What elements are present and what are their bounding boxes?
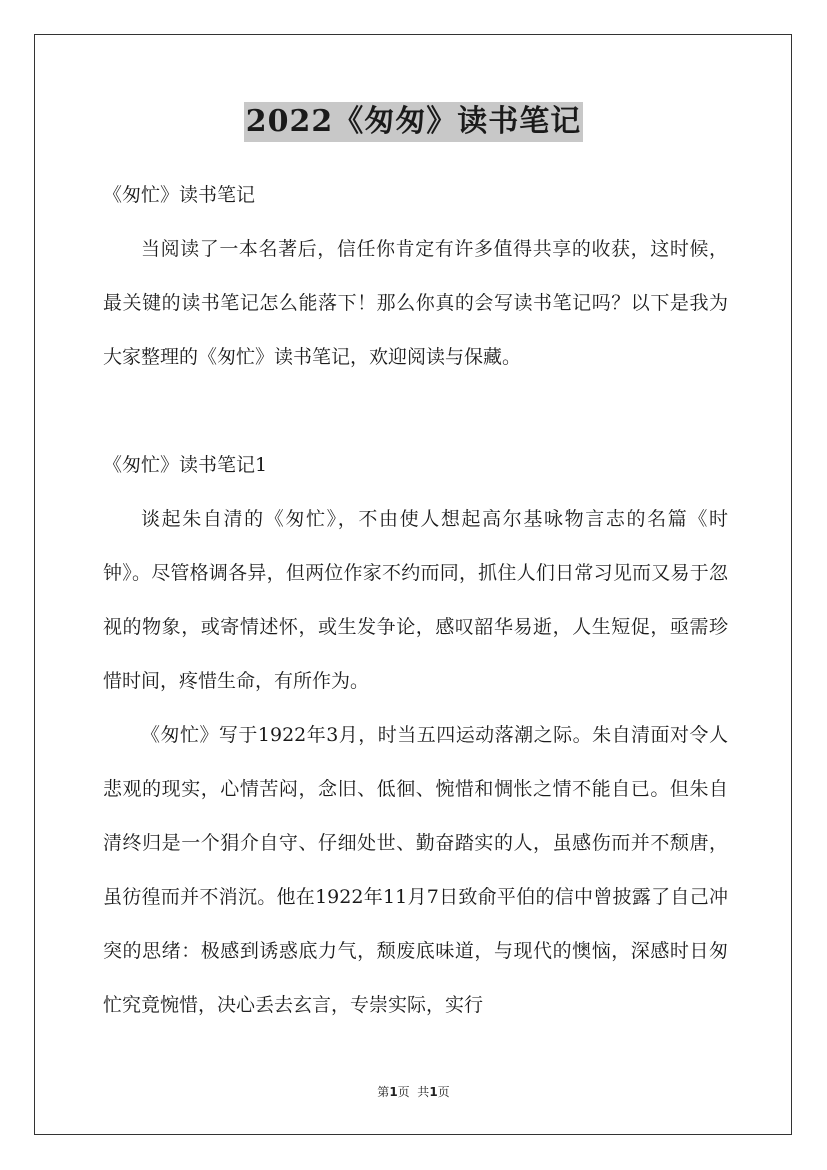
blank-line xyxy=(103,384,728,438)
intro-paragraph: 当阅读了一本名著后，信任你肯定有许多值得共享的收获，这时候，最关键的读书笔记怎么能落下！那么你真的会写读书笔记吗？以下是我为大家整理的《匆忙》读书笔记，欢迎阅读与保藏。 xyxy=(103,238,728,368)
body-paragraph-1: 谈起朱自清的《匆忙》，不由使人想起高尔基咏物言志的名篇《时钟》。尽管格调各异，但两位作家不约而同，抓住人们日常习见而又易于忽视的物象，或寄情述怀，或生发争论，感叹韶华易逝，人生短促，亟需珍惜时间，疼惜生命，有所作为。 xyxy=(103,508,728,692)
footer-page-total: 1 xyxy=(429,1085,438,1099)
page-footer xyxy=(0,1083,827,1100)
document-title: 2022《匆匆》读书笔记 xyxy=(244,102,584,142)
footer-page-current: 1 xyxy=(389,1085,398,1099)
title-container xyxy=(0,102,827,142)
body-paragraph-2: 《匆忙》写于1922年3月，时当五四运动落潮之际。朱自清面对令人悲观的现实，心情苦闷，念旧、低徊、惋惜和惆怅之情不能自已。但朱自清终归是一个狷介自守、仔细处世、勤奋踏实的人，虽感伤而并不颓唐，虽彷徨而并不消沉。他在1922年11月7日致俞平伯的信中曾披露了自己冲突的思绪：极感到诱惑底力气，颓废底味道，与现代的懊恼，深感时日匆忙究竟惋惜，决心丢去玄言，专崇实际，实行 xyxy=(103,724,728,1016)
section-heading: 《匆忙》读书笔记1 xyxy=(103,454,268,476)
footer-mid: 页 共 xyxy=(397,1085,430,1099)
footer-prefix: 第 xyxy=(377,1085,390,1099)
footer-suffix: 页 xyxy=(437,1085,450,1099)
document-body xyxy=(103,168,728,1032)
intro-heading: 《匆忙》读书笔记 xyxy=(103,184,256,206)
